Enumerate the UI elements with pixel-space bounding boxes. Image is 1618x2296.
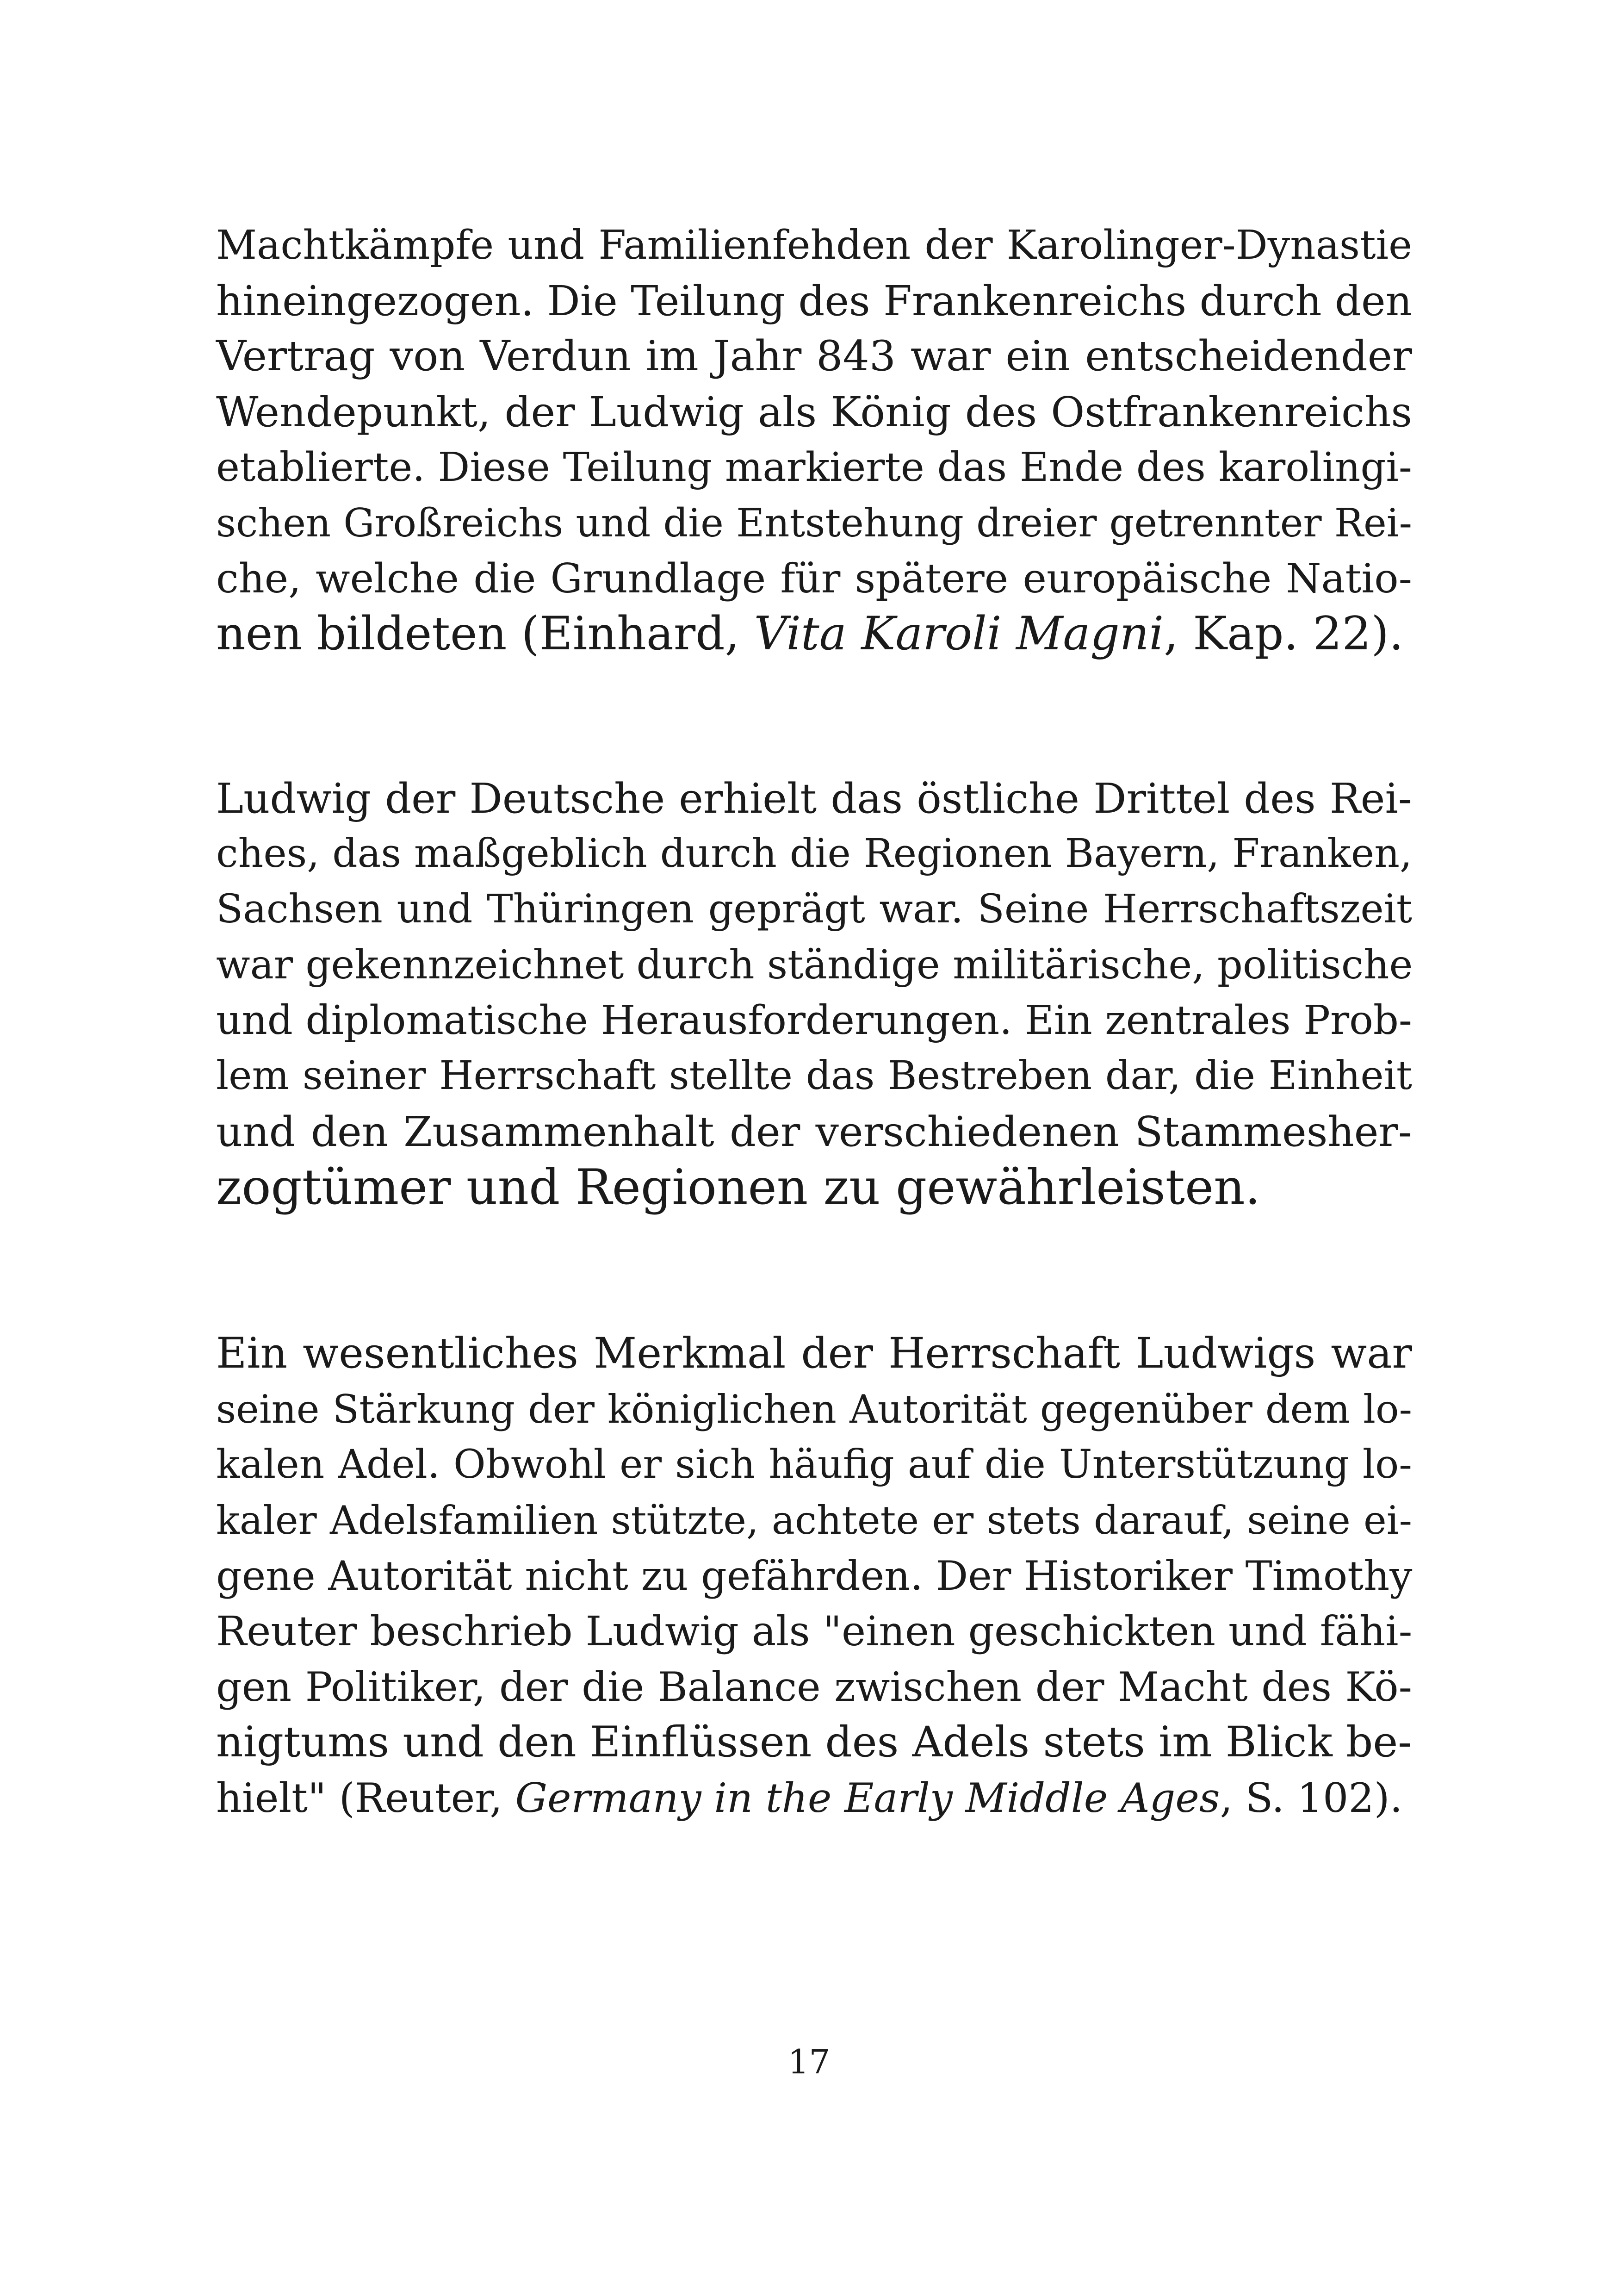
paragraph-3-line-1: Ein wesentliches Merkmal der Herrschaft Ludwigs war [216,1329,1412,1378]
paragraph-3-line-7: gen Politiker, der die Balance zwischen der Macht des Kö- [216,1663,1412,1711]
paragraph-1-line-4: Wendepunkt, der Ludwig als König des Ostfrankenreichs [216,388,1412,436]
paragraph-1-line-3: Vertrag von Verdun im Jahr 843 war ein entscheidender [216,332,1412,380]
paragraph-1-line-6: schen Großreichs und die Entstehung dreier getrennter Rei- [216,500,1412,546]
citation-title: Germany in the Early Middle Ages [515,1774,1220,1822]
citation-title: Vita Karoli Magni [754,607,1164,660]
paragraph-2-line-1: Ludwig der Deutsche erhielt das östliche Drittel des Rei- [216,774,1412,822]
paragraph-2-line-8: zogtümer und Regionen zu gewährleisten. [216,1159,1261,1215]
paragraph-2-line-5: und diplomatische Herausforderungen. Ein zentrales Prob- [216,997,1412,1044]
paragraph-3-line-4: kaler Adelsfamilien stützte, achtete er stets darauf, seine ei- [216,1498,1412,1543]
paragraph-2-line-7: und den Zusammenhalt der verschiedenen Stammesher- [216,1108,1412,1156]
paragraph-1-line-5: etablierte. Diese Teilung markierte das Ende des karolingi- [216,444,1412,491]
paragraph-3-line-5: gene Autorität nicht zu gefährden. Der Historiker Timothy [216,1552,1413,1599]
paragraph-1-line-7: che, welche die Grundlage für spätere europäische Natio- [216,555,1412,602]
paragraph-1-line-8: nen bildeten (Einhard, Vita Karoli Magni, Kap. 22). [216,607,1404,660]
paragraph-3-line-6: Reuter beschrieb Ludwig als "einen geschickten und fähi- [216,1607,1413,1655]
paragraph-3-line-8: nigtums und den Einflüssen des Adels stets im Blick be- [216,1718,1412,1767]
paragraph-1-line-1: Machtkämpfe und Familienfehden der Karolinger-Dynastie [216,222,1412,268]
paragraph-1-line-2: hineingezogen. Die Teilung des Frankenreichs durch den [216,277,1412,325]
paragraph-2-line-4: war gekennzeichnet durch ständige militärische, politische [216,942,1413,988]
paragraph-3-line-2: seine Stärkung der königlichen Autorität gegenüber dem lo- [216,1387,1412,1432]
paragraph-2-line-6: lem seiner Herrschaft stellte das Bestreben dar, die Einheit [216,1053,1412,1099]
paragraph-3-line-3: kalen Adel. Obwohl er sich häufig auf die Unterstützung lo- [216,1442,1412,1487]
paragraph-2-line-3: Sachsen und Thüringen geprägt war. Seine Herrschaftszeit [216,886,1412,932]
paragraph-3-line-9: hielt" (Reuter, Germany in the Early Middle Ages, S. 102). [216,1774,1403,1822]
page-number: 17 [787,2042,831,2081]
paragraph-2-line-2: ches, das maßgeblich durch die Regionen Bayern, Franken, [216,831,1412,877]
